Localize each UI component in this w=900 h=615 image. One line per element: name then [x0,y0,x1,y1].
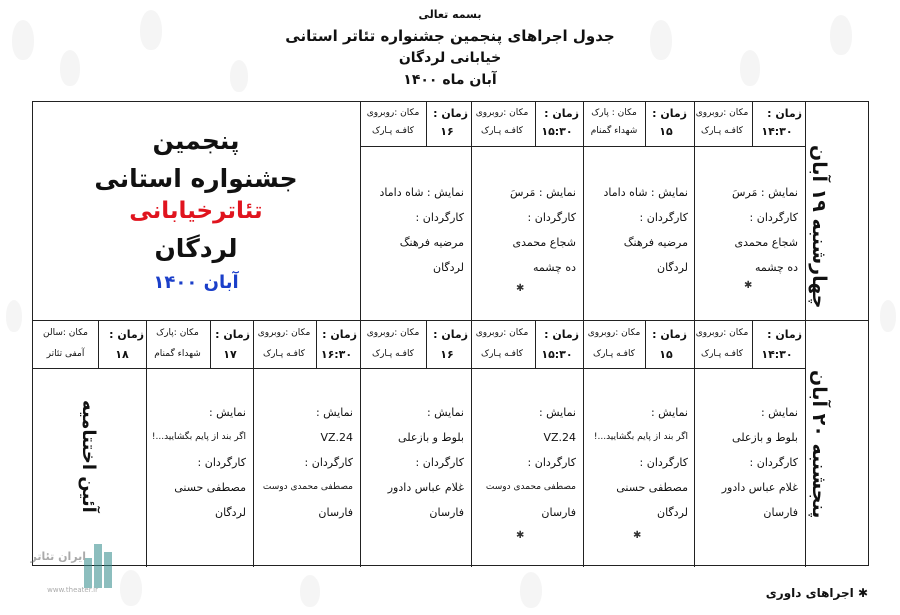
logo-url: www.theater.ir [47,586,98,594]
slot-place-label: مکان :روبروی [587,328,641,338]
jury-star-icon: ✱ [516,283,525,294]
slot-place-label: مکان :سالن [43,328,88,338]
director-label: کارگردان : [639,211,688,224]
time-label: زمان : [109,328,144,341]
day-label-thursday: پنجشنبه ۲۰ آبان [808,370,830,519]
time-label: زمان : [433,107,468,120]
slot-place-label: مکان :روبروی [695,108,749,118]
director-label: کارگردان : [639,456,688,469]
slot-details [362,180,464,280]
slot-show: نمایش : [208,406,246,419]
jury-star-icon: ✱ [744,280,753,291]
director-label: کارگردان : [304,456,353,469]
director-label: کارگردان : [749,456,798,469]
header-basmala: بسمه تعالی [418,8,482,21]
slot-title: اگر بند از پایم بگشایید...! [593,432,688,442]
director-label: کارگردان : [749,211,798,224]
slot-place-label: مکان : پارک [591,108,637,118]
jury-star-icon: ✱ [516,530,525,541]
slot-origin: فارسان [429,506,464,519]
promo-line-1: پنجمین [152,126,240,155]
time-label: زمان : [652,328,687,341]
slot-director: شجاع محمدی [734,236,798,249]
slot-time: ۱۵ [659,125,673,138]
slot-place: کافـه پـارک [481,126,523,136]
slot-director: مصطفی محمدی دوست [262,482,353,492]
slot-time: ۱۵:۳۰ [541,348,573,361]
director-label: کارگردان : [197,456,246,469]
slot-title: بلوط و بازعلی [398,431,464,444]
slot-origin: ده چشمه [754,261,798,274]
slot-details [474,400,576,525]
jury-note: ✱ اجراهای داوری [765,586,868,600]
slot-details [255,400,353,525]
row-divider [33,368,805,369]
slot-place: کافـه پـارک [372,349,414,359]
row-divider [33,320,868,321]
slot-show: نمایش : مَرسَ [732,186,798,199]
col-divider [805,146,806,567]
promo-line-2: جشنواره استانی [94,164,298,193]
slot-director: مصطفی حسنی [616,481,688,494]
slot-origin: فارسان [541,506,576,519]
slot-origin: فارسان [763,506,798,519]
slot-place: کافـه پـارک [701,349,743,359]
slot-origin: لردگان [657,506,688,519]
slot-place-label: مکان :روبروی [257,328,311,338]
slot-place: کافـه پـارک [263,349,305,359]
cell-divider [98,320,99,368]
slot-time: ۱۷ [223,348,237,361]
time-label: زمان : [767,328,802,341]
slot-time: ۱۵:۳۰ [541,125,573,138]
slot-origin: فارسان [318,506,353,519]
slot-place-label: مکان :روبروی [695,328,749,338]
slot-director: شجاع محمدی [512,236,576,249]
slot-title: بلوط و بازعلی [732,431,798,444]
slot-time: ۱۴:۳۰ [761,125,793,138]
slot-place: شهداء گمنام [154,349,201,359]
slot-place-label: مکان :پارک [156,328,199,338]
col-divider [360,320,361,567]
time-label: زمان : [652,107,687,120]
slot-director: مرضیه فرهنگ [623,236,688,249]
slot-details [148,400,246,525]
logo-mark-icon [12,536,124,606]
slot-place-label: مکان :روبروی [475,108,529,118]
time-label: زمان : [544,107,579,120]
director-label: کارگردان : [527,456,576,469]
col-divider [805,102,806,146]
slot-show: نمایش : [426,406,464,419]
slot-show: نمایش : شاه داماد [603,186,688,199]
time-label: زمان : [215,328,250,341]
slot-time: ۱۵ [659,348,673,361]
slot-title: VZ.24 [320,431,353,444]
slot-time: ۱۴:۳۰ [761,348,793,361]
slot-place-label: مکان :روبروی [366,328,420,338]
slot-show: نمایش : [315,406,353,419]
slot-show: نمایش : [650,406,688,419]
col-divider [360,102,361,320]
promo-line-5: آبان ۱۴۰۰ [153,272,239,293]
col-divider [583,102,584,320]
slot-director: غلام عباس دادور [387,481,464,494]
festival-promo [33,102,359,320]
slot-title: اگر بند از پایم بگشایید...! [151,432,246,442]
slot-place: شهداء گمنام [590,126,638,136]
slot-show: نمایش : [760,406,798,419]
time-label: زمان : [767,107,802,120]
slot-place-label: مکان :روبروی [475,328,529,338]
promo-line-3: تئاترخیابانی [129,198,263,224]
slot-time: ۱۶ [440,348,454,361]
header-date: آبان ماه ۱۴۰۰ [403,72,497,88]
slot-time: ۱۶ [440,125,454,138]
slot-details [362,400,464,525]
time-label: زمان : [544,328,579,341]
slot-details [586,400,688,525]
header-subtitle: خیابانی لردگان [398,50,502,66]
day-label-wednesday: چهارشنبه ۱۹ آبان [808,145,830,309]
logo-brand: ایران تئاتر [30,550,86,563]
slot-place: آمفی تئاتر [46,349,85,359]
slot-details [474,180,576,280]
slot-origin: لردگان [215,506,246,519]
slot-director: مصطفی محمدی دوست [485,482,576,492]
slot-title: VZ.24 [543,431,576,444]
director-label: کارگردان : [415,456,464,469]
slot-show: نمایش : [538,406,576,419]
slot-show: نمایش : مَرسَ [510,186,576,199]
slot-origin: لردگان [657,261,688,274]
closing-ceremony: آئین اختتامیه [78,400,99,513]
promo-line-4: لردگان [154,234,238,263]
slot-origin: لردگان [433,261,464,274]
slot-details [696,400,798,525]
slot-director: مصطفی حسنی [174,481,246,494]
slot-place: کافـه پـارک [372,126,414,136]
slot-director: غلام عباس دادور [721,481,798,494]
slot-time: ۱۶:۳۰ [320,348,353,361]
jury-star-icon: ✱ [633,530,642,541]
slot-director: مرضیه فرهنگ [399,236,464,249]
slot-details [696,180,798,280]
slot-place: کافـه پـارک [481,349,523,359]
director-label: کارگردان : [415,211,464,224]
slot-place-label: مکان :روبروی [366,108,420,118]
director-label: کارگردان : [527,211,576,224]
time-label: زمان : [322,328,357,341]
time-label: زمان : [433,328,468,341]
slot-origin: ده چشمه [532,261,576,274]
slot-show: نمایش : شاه داماد [379,186,464,199]
slot-details [586,180,688,280]
slot-time: ۱۸ [115,348,129,361]
slot-place: کافـه پـارک [701,126,743,136]
col-divider [583,320,584,567]
iran-theater-logo [12,536,124,606]
header-title: جدول اجراهای پنجمین جشنواره تئاتر استانی [285,27,615,45]
slot-place: کافـه پـارک [593,349,635,359]
